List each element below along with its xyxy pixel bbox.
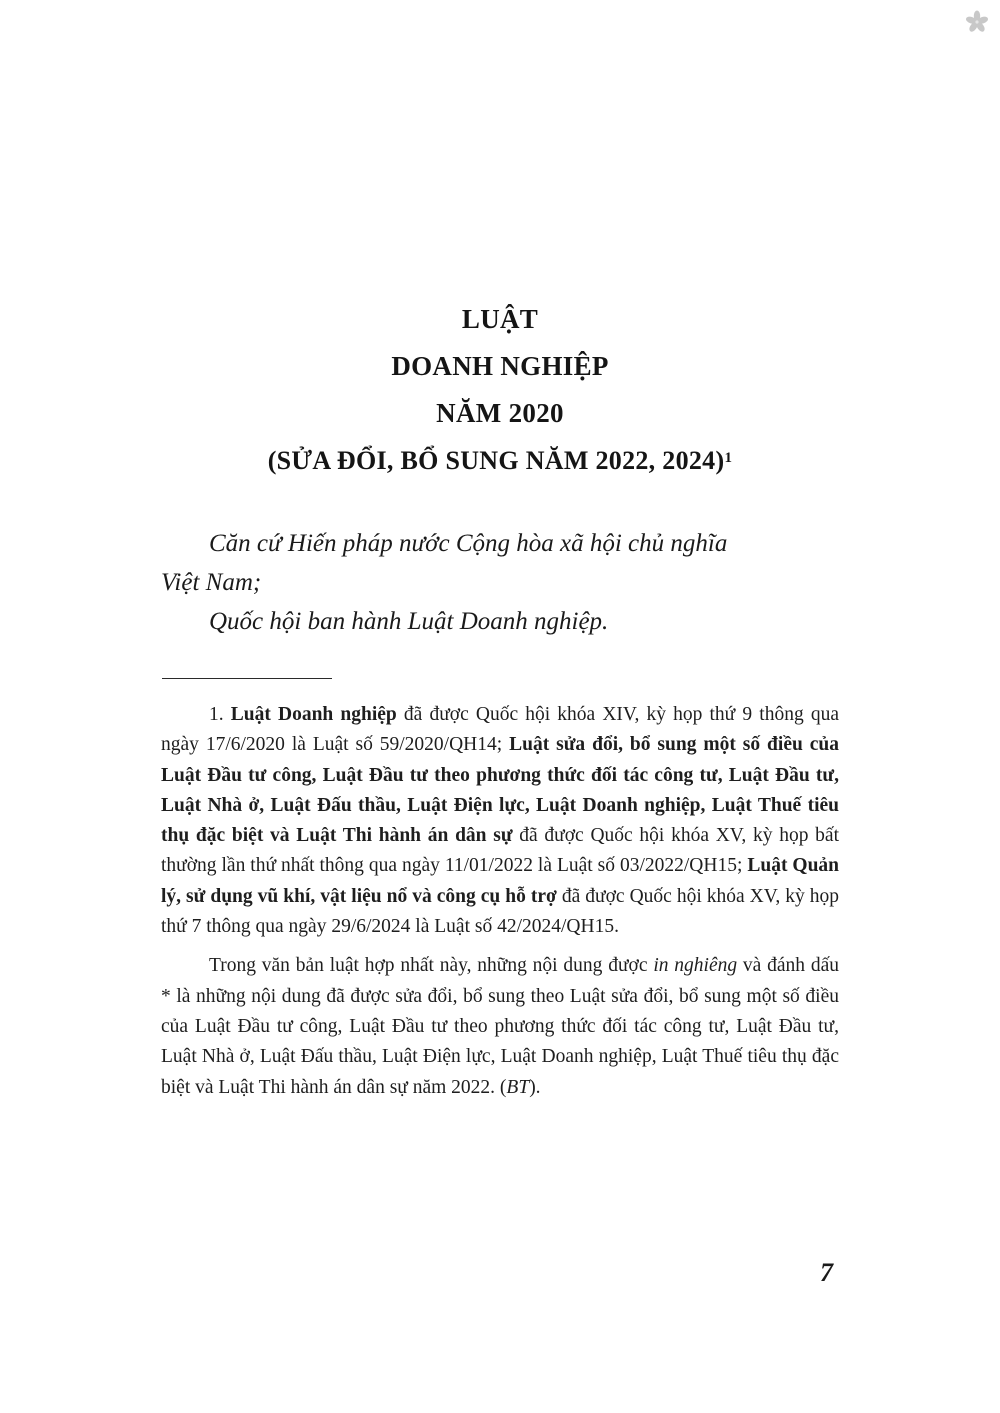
flower-logo-icon — [965, 10, 989, 34]
title-line-law: LUẬT — [461, 304, 539, 334]
footnote-separator — [162, 678, 332, 679]
footnote-text: đã được Quốc hội khóa XV, kỳ họp bất thường lần thứ nhất thông qua ngày 11/01/2022 là Luật số 03/2022/QH15; — [161, 825, 839, 877]
note-editor-abbrev: BT — [506, 1076, 530, 1098]
note-italic-term: in nghiêng — [653, 955, 738, 977]
note-text: ). — [529, 1076, 541, 1098]
page-number: 7 — [820, 1258, 833, 1287]
footnote-number: 1. — [209, 704, 224, 725]
footnote-law-name: Luật Doanh nghiệp — [230, 704, 397, 725]
editor-note — [161, 951, 839, 1102]
law-title — [0, 296, 1000, 484]
title-line-year: NĂM 2020 — [436, 398, 564, 428]
note-text: Trong văn bản luật hợp nhất này, những nội dung được — [209, 955, 654, 977]
preamble-enactment: Quốc hội ban hành Luật Doanh nghiệp. — [209, 608, 609, 635]
note-text: và đánh dấu * là những nội dung đã được sửa đổi, bổ sung theo Luật sửa đổi, bổ sung một số điều của Luật Đầu tư công, Luật Đầu tư theo phương thức đối tác công tư, Luật Đầu tư, Luật Nhà ở, Luật Đấu thầu, Luật Điện lực, Luật Doanh nghiệp, Luật Thuế tiêu thụ đặc biệt và Luật Thi hành án dân sự năm 2022. ( — [161, 955, 839, 1098]
amendment-text: (SỬA ĐỔI, BỔ SUNG NĂM 2022, 2024) — [267, 446, 725, 475]
title-line-name: DOANH NGHIỆP — [391, 351, 609, 381]
footnote-text: đã được Quốc hội khóa XV, kỳ họp thứ 7 thông qua ngày 29/6/2024 là Luật số 42/2024/QH15. — [161, 885, 839, 938]
footnote-amending-law: Luật sửa đổi, bổ sung một số điều của Luật Đầu tư công, Luật Đầu tư theo phương thức đối tác công tư, Luật Đầu tư, Luật Nhà ở, Luật Đấu thầu, Luật Điện lực, Luật Doanh nghiệp, Luật Thuế tiêu thụ đặc biệt và Luật Thi hành án dân sự — [161, 734, 839, 847]
preamble — [161, 524, 841, 641]
footnotes — [161, 700, 839, 1103]
title-line-amendment — [0, 437, 1000, 484]
footnote-reference[interactable]: 1 — [724, 450, 733, 466]
footnote-weapons-law: Luật Quản lý, sử dụng vũ khí, vật liệu nổ và công cụ hỗ trợ — [161, 855, 840, 907]
preamble-basis-line2: Việt Nam; — [161, 569, 262, 596]
preamble-basis-line1: Căn cứ Hiến pháp nước Cộng hòa xã hội chủ nghĩa — [209, 530, 728, 557]
footnote-text: đã được Quốc hội khóa XIV, kỳ họp thứ 9 thông qua ngày 17/6/2020 là Luật số 59/2020/QH14; — [161, 704, 839, 756]
footnote-1 — [161, 700, 839, 942]
